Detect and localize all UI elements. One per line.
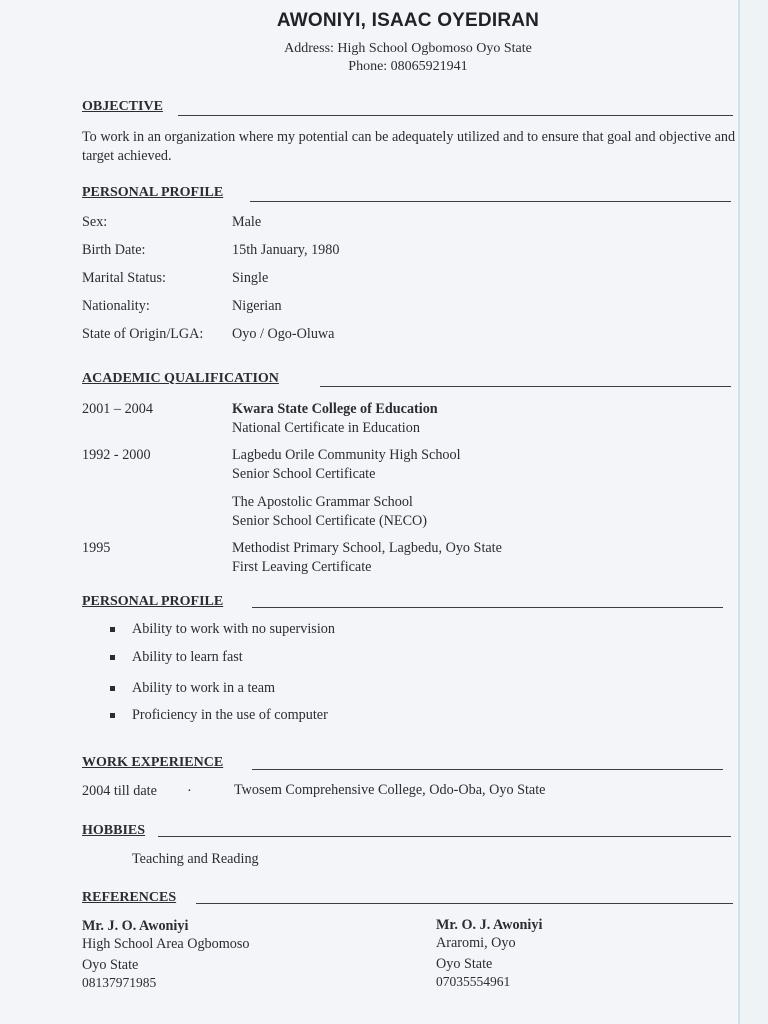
bullet-icon (110, 655, 115, 660)
academic-years: 1992 - 2000 (82, 447, 151, 463)
profile-value: Single (232, 270, 269, 286)
work-employer: Twosem Comprehensive College, Odo-Oba, Oyo State (234, 782, 546, 798)
page-right-margin (740, 0, 768, 1024)
candidate-phone: Phone: 08065921941 (348, 59, 468, 74)
section-rule (320, 386, 731, 387)
profile-label: Marital Status: (82, 270, 166, 286)
section-rule (250, 201, 731, 202)
resume-header (0, 10, 768, 76)
section-heading-academic: ACADEMIC QUALIFICATION (82, 371, 279, 386)
section-rule (252, 769, 723, 770)
profile-label: Sex: (82, 214, 108, 230)
candidate-name: AWONIYI, ISAAC OYEDIRAN (276, 10, 540, 31)
academic-school: The Apostolic Grammar School (232, 494, 413, 510)
reference-state: Oyo State (82, 957, 139, 973)
academic-years: 1995 (82, 540, 111, 556)
bullet-icon (110, 713, 115, 718)
skill-item: Proficiency in the use of computer (132, 707, 328, 723)
profile-label: Nationality: (82, 298, 150, 314)
academic-years: 2001 – 2004 (82, 401, 153, 417)
academic-cert: National Certificate in Education (232, 420, 420, 436)
reference-phone: 07035554961 (436, 974, 511, 989)
reference-address: High School Area Ogbomoso (82, 936, 250, 952)
academic-school: Methodist Primary School, Lagbedu, Oyo State (232, 540, 502, 556)
academic-school: Kwara State College of Education (232, 401, 438, 417)
section-heading-objective: OBJECTIVE (82, 99, 163, 114)
academic-cert: Senior School Certificate (232, 466, 376, 482)
reference-phone: 08137971985 (82, 975, 157, 990)
work-period: 2004 till date (82, 783, 157, 799)
skill-item: Ability to learn fast (132, 649, 243, 665)
academic-cert: Senior School Certificate (NECO) (232, 513, 428, 529)
profile-value: Nigerian (232, 298, 282, 314)
reference-state: Oyo State (436, 956, 493, 972)
section-heading-references: REFERENCES (82, 890, 177, 905)
section-heading-personal-profile: PERSONAL PROFILE (82, 185, 224, 200)
section-heading-hobbies: HOBBIES (82, 823, 146, 838)
section-heading-skills: PERSONAL PROFILE (82, 594, 224, 609)
section-rule (178, 115, 733, 116)
profile-label: State of Origin/LGA: (82, 326, 204, 342)
hobbies-text: Teaching and Reading (132, 851, 259, 867)
profile-label: Birth Date: (82, 242, 146, 258)
reference-name: Mr. O. J. Awoniyi (436, 917, 543, 933)
section-rule (196, 903, 733, 904)
section-heading-work: WORK EXPERIENCE (82, 755, 224, 770)
bullet-icon (110, 627, 115, 632)
candidate-address: Address: High School Ogbomoso Oyo State (284, 41, 532, 56)
bullet-icon (110, 686, 115, 691)
academic-school: Lagbedu Orile Community High School (232, 447, 461, 463)
objective-text: To work in an organization where my potential can be adequately utilized and to ensure that goal and objective and target achieved. (82, 129, 736, 164)
skill-item: Ability to work with no supervision (132, 621, 335, 637)
section-rule (252, 607, 723, 608)
academic-cert: First Leaving Certificate (232, 559, 372, 575)
skill-item: Ability to work in a team (132, 680, 276, 696)
profile-value: Male (232, 214, 262, 230)
profile-value: Oyo / Ogo-Oluwa (232, 326, 335, 342)
reference-name: Mr. J. O. Awoniyi (82, 918, 189, 934)
profile-value: 15th January, 1980 (232, 242, 340, 258)
work-separator: · (187, 783, 192, 799)
section-rule (158, 836, 731, 837)
reference-address: Araromi, Oyo (436, 935, 516, 951)
